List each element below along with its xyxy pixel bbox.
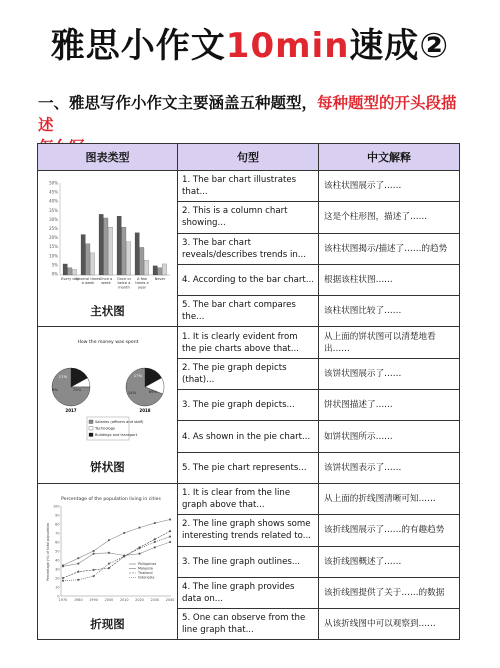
sentence-cell: 1. It is clear from the line graph above that... bbox=[178, 483, 319, 514]
bar-thumb-mark bbox=[72, 269, 76, 275]
translation-cell: 这是个柱形图，描述了…… bbox=[319, 202, 460, 233]
bar-thumb-y-tick: 30% bbox=[48, 216, 58, 222]
line-thumb-point bbox=[108, 562, 110, 564]
line-thumb-y-tick: 30 bbox=[54, 567, 59, 572]
line-thumb-legend-label: Philippines bbox=[137, 561, 156, 566]
bar-thumb-y-tick: 25% bbox=[48, 225, 58, 231]
line-thumb-point bbox=[92, 550, 94, 552]
line-thumb-point bbox=[138, 526, 140, 528]
bar-thumb-mark bbox=[99, 214, 103, 275]
line-thumb-y-tick: 80 bbox=[54, 522, 59, 527]
line-thumb-point bbox=[138, 553, 140, 555]
translation-cell: 该折线图概述了…… bbox=[319, 546, 460, 577]
line-thumb-point bbox=[62, 564, 64, 566]
sentence-cell: 5. One can observe from the line graph that... bbox=[178, 609, 319, 640]
line-thumb-x-tick: 2040 bbox=[165, 597, 174, 602]
line-thumb-point bbox=[92, 569, 94, 571]
bar-thumb-y-tick: 0% bbox=[51, 271, 58, 277]
bar-thumb-y-tick: 15% bbox=[48, 243, 58, 249]
sentence-cell: 2. The line graph shows some interesting trends related to... bbox=[178, 515, 319, 546]
bar-thumb-y-tick: 35% bbox=[48, 207, 58, 213]
translation-cell: 从上面的饼状图可以清楚地看出…… bbox=[319, 327, 460, 358]
line-thumb-x-tick: 2030 bbox=[149, 597, 159, 602]
translation-cell: 该折线图展示了……的有趣趋势 bbox=[319, 515, 460, 546]
pie-thumb-label: 75% bbox=[72, 387, 81, 393]
bar-thumb-mark bbox=[81, 234, 85, 274]
line-thumb-point bbox=[169, 535, 171, 537]
sentence-cell: 5. The bar chart compares the... bbox=[178, 296, 319, 327]
line-thumb-point bbox=[108, 539, 110, 541]
bar-thumb-mark bbox=[144, 260, 148, 275]
line-thumb-legend-label: Thailand bbox=[137, 570, 153, 575]
bar-thumb-y-tick: 45% bbox=[48, 189, 58, 195]
line-thumb-point bbox=[62, 577, 64, 579]
pie-thumb-title: How the money was spent bbox=[77, 340, 138, 346]
table-row bbox=[38, 171, 460, 202]
sentence-cell: 3. The bar chart reveals/describes trends in... bbox=[178, 233, 319, 264]
bar-thumb-mark bbox=[135, 232, 139, 274]
line-thumb-point bbox=[153, 522, 155, 524]
translation-cell: 如饼状图所示…… bbox=[319, 421, 460, 452]
line-thumb-y-tick: 40 bbox=[54, 558, 59, 563]
header-sentence: 句型 bbox=[178, 144, 319, 171]
bar-thumb-y-tick: 50% bbox=[48, 180, 58, 186]
sentence-cell: 4. According to the bar chart... bbox=[178, 264, 319, 295]
line-thumb-x-tick: 2020 bbox=[134, 597, 144, 602]
pie-thumb-legend-swatch bbox=[89, 427, 93, 431]
header-chart-type: 图表类型 bbox=[38, 144, 178, 171]
line-thumb-y-tick: 20 bbox=[54, 576, 59, 581]
bar-thumb-mark bbox=[108, 227, 112, 275]
bar-thumb-category: Several times a week bbox=[75, 276, 100, 285]
line-thumb-point bbox=[108, 567, 110, 569]
pie-type-label: 饼状图 bbox=[90, 460, 125, 475]
title-prefix: 雅思小作文 bbox=[50, 26, 226, 66]
translation-cell: 根据该柱状图…… bbox=[319, 264, 460, 295]
bar-thumb-mark bbox=[103, 218, 107, 275]
sentence-cell: 1. The bar chart illustrates that... bbox=[178, 171, 319, 202]
sentence-cell: 5. The pie chart represents... bbox=[178, 452, 319, 483]
bar-thumb-y-tick: 40% bbox=[48, 198, 58, 204]
line-thumb-y-tick: 70 bbox=[54, 531, 59, 536]
line-thumb-y-tick: 50 bbox=[54, 549, 59, 554]
line-thumb-title: Percentage of the population living in cities bbox=[60, 496, 161, 502]
line-thumb-point bbox=[138, 547, 140, 549]
bar-type-label: 主状图 bbox=[90, 303, 125, 318]
line-thumb-ylabel: Percentage (%) of total population bbox=[45, 522, 50, 581]
title-accent: 10min bbox=[225, 26, 350, 66]
line-thumb-x-tick: 2010 bbox=[119, 597, 129, 602]
bar-thumb-mark bbox=[157, 267, 161, 274]
bar-thumb-y-tick: 10% bbox=[48, 253, 58, 259]
pie-thumb-label: 8% bbox=[51, 387, 58, 393]
line-thumb-x-tick: 1980 bbox=[73, 597, 83, 602]
pie-thumb-legend-swatch bbox=[89, 433, 93, 437]
line-thumb-x-tick: 2000 bbox=[104, 597, 113, 602]
line-thumb-series bbox=[63, 531, 170, 578]
bar-thumb-mark bbox=[126, 242, 130, 275]
line-thumb-y-tick: 10 bbox=[54, 585, 59, 590]
translation-cell: 该柱状图展示了…… bbox=[319, 171, 460, 202]
line-thumb-point bbox=[123, 555, 125, 557]
title-suffix: 速成② bbox=[349, 26, 450, 66]
line-thumb-y-tick: 90 bbox=[54, 513, 59, 518]
bar-thumb-mark bbox=[90, 253, 94, 275]
translation-cell: 该折线图提供了关于……的数据 bbox=[319, 577, 460, 608]
line-thumb-x-tick: 1990 bbox=[88, 597, 98, 602]
line-chart-cell bbox=[38, 483, 178, 639]
table-row bbox=[38, 327, 460, 358]
pie-thumb-label: 14% bbox=[127, 390, 136, 396]
bar-chart-thumbnail bbox=[42, 179, 174, 297]
line-thumb-y-tick: 100 bbox=[52, 504, 59, 509]
translation-cell: 从该折线图中可以观察到…… bbox=[319, 609, 460, 640]
header-chinese: 中文解释 bbox=[319, 144, 460, 171]
section-lead: 一、雅思写作小作文主要涵盖五种题型， bbox=[38, 94, 318, 112]
bar-thumb-y-tick: 20% bbox=[48, 234, 58, 240]
line-thumb-point bbox=[169, 518, 171, 520]
translation-cell: 饼状图描述了…… bbox=[319, 390, 460, 421]
line-thumb-point bbox=[77, 557, 79, 559]
bar-thumb-mark bbox=[153, 266, 157, 275]
section-highlight: 每种题型的开头段描述 bbox=[38, 94, 457, 134]
translation-cell: 该柱状图揭示/描述了……的趋势 bbox=[319, 233, 460, 264]
pie-chart-thumbnail bbox=[41, 335, 175, 453]
line-type-label: 折现图 bbox=[90, 616, 125, 631]
line-thumb-point bbox=[153, 538, 155, 540]
line-thumb-point bbox=[169, 530, 171, 532]
table-row bbox=[38, 483, 460, 514]
pie-thumb-legend-swatch bbox=[89, 420, 93, 424]
line-thumb-point bbox=[77, 571, 79, 573]
sentence-cell: 2. The pie graph depicts (that)... bbox=[178, 358, 319, 389]
line-thumb-point bbox=[77, 562, 79, 564]
line-thumb-point bbox=[62, 580, 64, 582]
sentence-cell: 3. The pie graph depicts... bbox=[178, 390, 319, 421]
sentence-cell: 4. The line graph provides data on... bbox=[178, 577, 319, 608]
line-thumb-point bbox=[92, 553, 94, 555]
bar-thumb-category: Once a week bbox=[99, 276, 112, 285]
pie-year-1: 2017 bbox=[64, 408, 77, 414]
line-chart-thumbnail bbox=[41, 492, 175, 610]
bar-thumb-mark bbox=[117, 216, 121, 275]
bar-thumb-mark bbox=[67, 267, 71, 274]
pie-chart-cell bbox=[38, 327, 178, 483]
table-header-row bbox=[38, 144, 460, 171]
pie-thumb-label: 17% bbox=[133, 373, 142, 379]
bar-thumb-category: A few times a year bbox=[134, 276, 149, 290]
bar-thumb-mark bbox=[63, 264, 67, 275]
line-thumb-point bbox=[77, 579, 79, 581]
line-thumb-legend-label: Malaysia bbox=[137, 566, 153, 571]
bar-thumb-mark bbox=[121, 227, 125, 275]
sentence-cell: 4. As shown in the pie chart... bbox=[178, 421, 319, 452]
page-title bbox=[0, 18, 500, 67]
pie-thumb-legend-label: Technology bbox=[94, 426, 115, 431]
sentence-cell: 1. It is clearly evident from the pie charts above that... bbox=[178, 327, 319, 358]
bar-thumb-y-tick: 5% bbox=[51, 262, 58, 268]
translation-cell: 该饼状图表示了…… bbox=[319, 452, 460, 483]
translation-cell: 该柱状图比较了…… bbox=[319, 296, 460, 327]
sentence-cell: 3. The line graph outlines... bbox=[178, 546, 319, 577]
pie-thumb-legend-label: Buildings and transport bbox=[94, 433, 137, 438]
line-thumb-legend-label: Indonesia bbox=[137, 575, 154, 580]
bar-thumb-mark bbox=[85, 243, 89, 274]
line-thumb-y-tick: 0 bbox=[56, 594, 59, 599]
pie-thumb-label: 69% bbox=[148, 389, 157, 395]
line-thumb-point bbox=[153, 546, 155, 548]
translation-cell: 该饼状图展示了…… bbox=[319, 358, 460, 389]
bar-thumb-category: Once or twice a month bbox=[116, 276, 131, 290]
line-thumb-point bbox=[169, 541, 171, 543]
line-thumb-point bbox=[153, 541, 155, 543]
line-thumb-x-tick: 1970 bbox=[58, 597, 67, 602]
line-thumb-point bbox=[108, 552, 110, 554]
pie-thumb-label: 17% bbox=[58, 374, 67, 380]
line-thumb-point bbox=[92, 575, 94, 577]
bar-thumb-category: Every day bbox=[60, 276, 79, 281]
bar-thumb-mark bbox=[162, 264, 166, 275]
translation-cell: 从上面的折线图清晰可知…… bbox=[319, 483, 460, 514]
bar-chart-cell bbox=[38, 171, 178, 327]
bar-thumb-category: Never bbox=[154, 276, 165, 281]
sentence-pattern-table bbox=[37, 143, 460, 640]
pie-year-2: 2018 bbox=[138, 408, 151, 414]
pie-thumb-legend-label: Salaries (officers and staff) bbox=[94, 420, 143, 425]
sentence-cell: 2. This is a column chart showing... bbox=[178, 202, 319, 233]
bar-thumb-mark bbox=[139, 247, 143, 275]
line-thumb-y-tick: 60 bbox=[54, 540, 59, 545]
line-thumb-point bbox=[123, 532, 125, 534]
